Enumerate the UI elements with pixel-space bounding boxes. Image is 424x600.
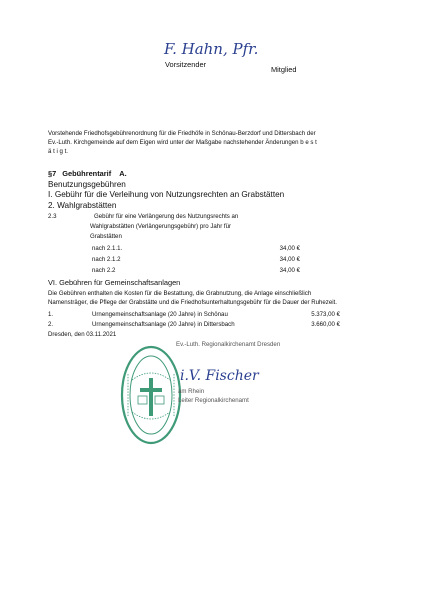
item-desc-1: Gebühr für eine Verlängerung des Nutzungsrechts an (94, 213, 239, 220)
fee-row-amount: 34,00 € (279, 256, 300, 263)
community-row-number: 1. (48, 311, 54, 318)
office-signature: i.V. Fischer (180, 368, 259, 384)
community-row-amount: 3.660,00 € (311, 321, 340, 328)
chair-signature: F. Hahn, Pfr. (164, 40, 259, 58)
item-desc-3: Grabstätten (90, 233, 122, 240)
church-seal-icon (120, 344, 182, 446)
section-number: §7 (48, 169, 57, 178)
member-label: Mitglied (271, 65, 297, 74)
fee-row-label: nach 2.1.2 (92, 256, 121, 263)
section-vi-title: VI. Gebühren für Gemeinschaftsanlagen (48, 278, 181, 287)
section-suffix: A. (119, 169, 127, 178)
intro-line-3: ä t i g t. (48, 148, 68, 155)
signer-title: Leiter Regionalkirchenamt (178, 397, 249, 404)
section-title: Gebührentarif (62, 169, 112, 178)
community-row-number: 2. (48, 321, 54, 328)
office-stamp-text: Ev.-Luth. Regionalkirchenamt Dresden (176, 341, 281, 348)
section-heading (48, 169, 127, 178)
section-vi-text-1: Die Gebühren enthalten die Kosten für die Bestattung, die Grabnutzung, die Anlage einschließlich (48, 290, 312, 297)
item-number: 2.3 (48, 213, 57, 220)
intro-line-2: Ev.-Luth. Kirchgemeinde auf dem Eigen wird unter der Maßgabe nachstehender Änderungen b e s t (48, 139, 317, 146)
section-subtitle-2: I. Gebühr für die Verleihung von Nutzungsrechten an Grabstätten (48, 190, 285, 199)
section-subtitle-1: Benutzungsgebühren (48, 180, 126, 189)
community-row-label: Urnengemeinschaftsanlage (20 Jahre) in Schönau (92, 311, 228, 318)
community-row-label: Urnengemeinschaftsanlage (20 Jahre) in Dittersbach (92, 321, 235, 328)
section-subtitle-3: 2. Wahlgrabstätten (48, 201, 117, 210)
section-vi-text-2: Namensträger, die Pflege der Grabstätte und die Friedhofsunterhaltungsgebühr für die Dauer der Ruhezeit. (48, 299, 337, 306)
item-desc-2: Wahlgrabstätten (Verlängerungsgebühr) pro Jahr für (90, 223, 232, 230)
place-date: Dresden, den 03.11.2021 (48, 331, 117, 338)
fee-row-label: nach 2.2 (92, 267, 116, 274)
chair-label: Vorsitzender (165, 60, 207, 69)
signer-name: am Rhein (178, 388, 205, 395)
intro-line-1: Vorstehende Friedhofsgebührenordnung für die Friedhöfe in Schönau-Berzdorf und Dittersbach der (48, 130, 316, 137)
community-row-amount: 5.373,00 € (311, 311, 340, 318)
fee-row-amount: 34,00 € (279, 267, 300, 274)
fee-row-amount: 34,00 € (279, 245, 300, 252)
fee-row-label: nach 2.1.1. (92, 245, 123, 252)
